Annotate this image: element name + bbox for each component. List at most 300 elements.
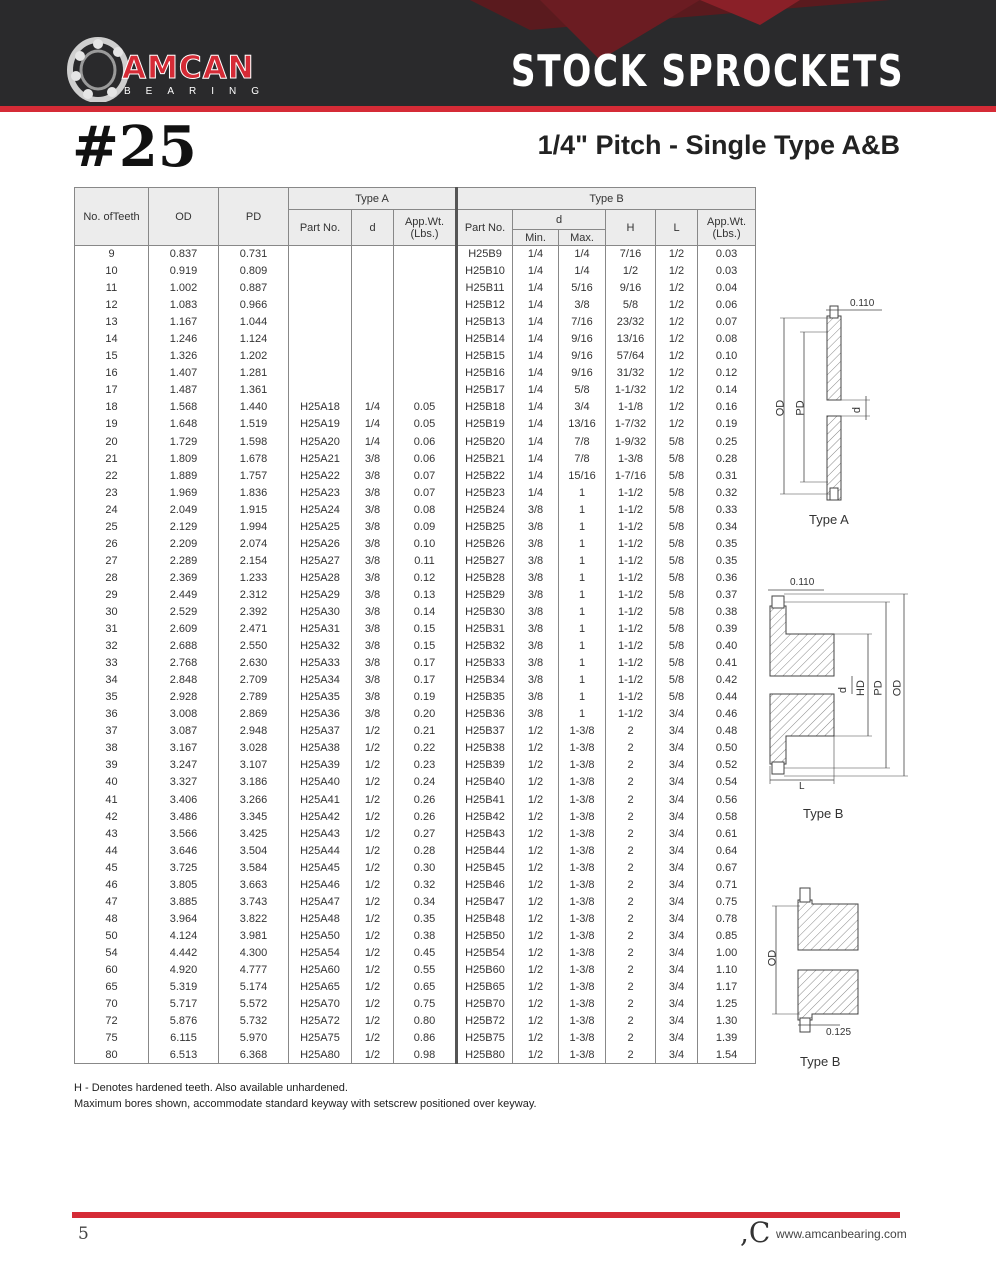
cell-b-part: H25B27 xyxy=(457,552,513,569)
cell-b-l: 5/8 xyxy=(656,467,698,484)
cell-b-h: 2 xyxy=(606,979,656,996)
cell-b-part: H25B48 xyxy=(457,910,513,927)
cell-pd: 2.948 xyxy=(219,723,289,740)
cell-pd: 1.440 xyxy=(219,399,289,416)
cell-b-wt: 0.06 xyxy=(698,297,756,314)
cell-b-dmin: 1/4 xyxy=(513,280,559,297)
cell-teeth: 48 xyxy=(75,910,149,927)
cell-b-l: 1/2 xyxy=(656,246,698,263)
spec-table-body xyxy=(75,246,756,1064)
cell-b-l: 3/4 xyxy=(656,859,698,876)
cell-b-part: H25B65 xyxy=(457,979,513,996)
cell-b-h: 1-1/2 xyxy=(606,621,656,638)
cell-b-dmin: 1/4 xyxy=(513,450,559,467)
cell-a-wt: 0.13 xyxy=(394,586,457,603)
table-row xyxy=(75,1013,756,1030)
chain-number-title: #25 xyxy=(72,114,197,180)
cell-b-h: 2 xyxy=(606,859,656,876)
cell-teeth: 38 xyxy=(75,740,149,757)
cell-pd: 1.519 xyxy=(219,416,289,433)
cell-a-wt: 0.86 xyxy=(394,1030,457,1047)
cell-a-wt: 0.07 xyxy=(394,467,457,484)
cell-teeth: 50 xyxy=(75,927,149,944)
table-row xyxy=(75,484,756,501)
cell-a-part xyxy=(289,280,352,297)
cell-b-h: 2 xyxy=(606,825,656,842)
cell-od: 5.876 xyxy=(149,1013,219,1030)
cell-a-d: 1/2 xyxy=(352,757,394,774)
cell-a-part: H25A27 xyxy=(289,552,352,569)
cell-pd: 2.312 xyxy=(219,586,289,603)
header-type-b: Type B xyxy=(457,188,756,210)
cell-b-h: 13/16 xyxy=(606,331,656,348)
cell-b-l: 3/4 xyxy=(656,723,698,740)
cell-b-wt: 0.85 xyxy=(698,927,756,944)
cell-a-d: 1/2 xyxy=(352,723,394,740)
cell-b-part: H25B12 xyxy=(457,297,513,314)
cell-a-part: H25A75 xyxy=(289,1030,352,1047)
cell-pd: 1.836 xyxy=(219,484,289,501)
cell-b-h: 5/8 xyxy=(606,297,656,314)
table-row xyxy=(75,314,756,331)
cell-b-part: H25B47 xyxy=(457,893,513,910)
cell-a-d: 1/2 xyxy=(352,808,394,825)
table-row xyxy=(75,280,756,297)
cell-od: 3.566 xyxy=(149,825,219,842)
cell-b-h: 9/16 xyxy=(606,280,656,297)
table-row xyxy=(75,467,756,484)
cell-a-d: 1/2 xyxy=(352,944,394,961)
cell-b-part: H25B19 xyxy=(457,416,513,433)
cell-b-h: 2 xyxy=(606,808,656,825)
table-row xyxy=(75,246,756,263)
table-row xyxy=(75,740,756,757)
cell-b-h: 31/32 xyxy=(606,365,656,382)
table-row xyxy=(75,399,756,416)
cell-pd: 2.550 xyxy=(219,638,289,655)
cell-b-wt: 0.78 xyxy=(698,910,756,927)
cell-a-d: 3/8 xyxy=(352,638,394,655)
cell-a-d: 3/8 xyxy=(352,552,394,569)
cell-b-dmax: 1-3/8 xyxy=(559,740,606,757)
cell-a-wt: 0.06 xyxy=(394,433,457,450)
cell-b-wt: 0.58 xyxy=(698,808,756,825)
cell-b-l: 3/4 xyxy=(656,774,698,791)
cell-pd: 3.425 xyxy=(219,825,289,842)
cell-b-l: 1/2 xyxy=(656,365,698,382)
cell-b-l: 3/4 xyxy=(656,842,698,859)
brand-name: AMCAN xyxy=(122,50,255,86)
cell-b-l: 3/4 xyxy=(656,740,698,757)
cell-pd: 0.966 xyxy=(219,297,289,314)
cell-b-dmin: 1/4 xyxy=(513,246,559,263)
cell-b-dmax: 9/16 xyxy=(559,365,606,382)
cell-b-wt: 0.39 xyxy=(698,621,756,638)
cell-a-wt: 0.06 xyxy=(394,450,457,467)
cell-b-l: 1/2 xyxy=(656,382,698,399)
cell-b-dmax: 1-3/8 xyxy=(559,791,606,808)
cell-b-part: H25B11 xyxy=(457,280,513,297)
cell-b-dmin: 3/8 xyxy=(513,518,559,535)
cell-teeth: 47 xyxy=(75,893,149,910)
cell-b-dmin: 3/8 xyxy=(513,569,559,586)
cell-b-dmin: 1/4 xyxy=(513,263,559,280)
cell-b-h: 1-1/2 xyxy=(606,552,656,569)
cell-od: 3.725 xyxy=(149,859,219,876)
cell-b-part: H25B35 xyxy=(457,689,513,706)
cell-teeth: 75 xyxy=(75,1030,149,1047)
cell-b-l: 3/4 xyxy=(656,910,698,927)
cell-b-wt: 0.42 xyxy=(698,672,756,689)
cell-b-wt: 1.54 xyxy=(698,1047,756,1064)
cell-a-d: 1/2 xyxy=(352,1047,394,1064)
cell-a-wt xyxy=(394,365,457,382)
cell-b-part: H25B36 xyxy=(457,706,513,723)
cell-teeth: 15 xyxy=(75,348,149,365)
cell-a-part xyxy=(289,263,352,280)
cell-pd: 2.709 xyxy=(219,672,289,689)
cell-pd: 1.678 xyxy=(219,450,289,467)
cell-b-l: 5/8 xyxy=(656,484,698,501)
cell-a-wt xyxy=(394,280,457,297)
cell-a-wt: 0.15 xyxy=(394,621,457,638)
cell-b-wt: 1.10 xyxy=(698,961,756,978)
cell-od: 4.124 xyxy=(149,927,219,944)
cell-a-d xyxy=(352,365,394,382)
cell-b-dmax: 5/16 xyxy=(559,280,606,297)
table-row xyxy=(75,365,756,382)
type-b-dim-top: 0.110 xyxy=(790,577,815,588)
cell-a-part: H25A41 xyxy=(289,791,352,808)
cell-pd: 1.233 xyxy=(219,569,289,586)
cell-b-l: 3/4 xyxy=(656,979,698,996)
cell-a-wt: 0.19 xyxy=(394,689,457,706)
header-od: OD xyxy=(149,188,219,246)
cell-a-wt xyxy=(394,263,457,280)
cell-b-l: 5/8 xyxy=(656,655,698,672)
cell-b-wt: 0.75 xyxy=(698,893,756,910)
header-a-weight-line2: (Lbs.) xyxy=(410,227,439,240)
type-b-alt-drawing xyxy=(770,880,870,1040)
cell-a-part: H25A50 xyxy=(289,927,352,944)
cell-teeth: 16 xyxy=(75,365,149,382)
cell-b-part: H25B9 xyxy=(457,246,513,263)
cell-a-part: H25A37 xyxy=(289,723,352,740)
cell-od: 2.289 xyxy=(149,552,219,569)
cell-b-l: 5/8 xyxy=(656,552,698,569)
cell-b-dmax: 1 xyxy=(559,484,606,501)
cell-b-dmax: 1-3/8 xyxy=(559,944,606,961)
cell-b-dmax: 13/16 xyxy=(559,416,606,433)
cell-b-h: 2 xyxy=(606,1047,656,1064)
table-row xyxy=(75,842,756,859)
cell-teeth: 39 xyxy=(75,757,149,774)
table-row xyxy=(75,382,756,399)
cell-a-d: 1/2 xyxy=(352,842,394,859)
cell-b-wt: 0.28 xyxy=(698,450,756,467)
type-b-caption: Type B xyxy=(803,806,844,821)
cell-b-part: H25B39 xyxy=(457,757,513,774)
cell-b-wt: 1.00 xyxy=(698,944,756,961)
cell-b-wt: 0.48 xyxy=(698,723,756,740)
cell-b-h: 1-7/32 xyxy=(606,416,656,433)
cell-a-wt: 0.11 xyxy=(394,552,457,569)
header-b-weight-line1: App.Wt. xyxy=(706,215,747,228)
cell-b-dmax: 1-3/8 xyxy=(559,825,606,842)
table-row xyxy=(75,518,756,535)
cell-b-dmax: 1-3/8 xyxy=(559,910,606,927)
table-row xyxy=(75,450,756,467)
cell-a-d: 3/8 xyxy=(352,655,394,672)
cell-b-part: H25B80 xyxy=(457,1047,513,1064)
table-row xyxy=(75,331,756,348)
cell-b-wt: 1.25 xyxy=(698,996,756,1013)
cell-b-wt: 0.64 xyxy=(698,842,756,859)
cell-b-dmax: 1-3/8 xyxy=(559,1030,606,1047)
cell-b-l: 5/8 xyxy=(656,586,698,603)
cell-a-part xyxy=(289,365,352,382)
sprocket-spec-table xyxy=(74,187,756,1064)
cell-b-dmin: 1/2 xyxy=(513,996,559,1013)
cell-b-h: 2 xyxy=(606,1013,656,1030)
cell-a-part: H25A25 xyxy=(289,518,352,535)
header-a-weight xyxy=(394,210,457,246)
cell-pd: 3.266 xyxy=(219,791,289,808)
cell-b-l: 3/4 xyxy=(656,808,698,825)
cell-a-d: 3/8 xyxy=(352,569,394,586)
cell-pd: 1.281 xyxy=(219,365,289,382)
cell-b-dmin: 1/2 xyxy=(513,1013,559,1030)
cell-b-dmin: 1/4 xyxy=(513,416,559,433)
cell-b-wt: 0.03 xyxy=(698,263,756,280)
cell-b-dmax: 15/16 xyxy=(559,467,606,484)
cell-b-h: 2 xyxy=(606,1030,656,1047)
cell-a-d: 3/8 xyxy=(352,518,394,535)
cell-a-part: H25A70 xyxy=(289,996,352,1013)
cell-a-d: 3/8 xyxy=(352,621,394,638)
cell-a-d xyxy=(352,382,394,399)
cell-a-part: H25A46 xyxy=(289,876,352,893)
cell-teeth: 23 xyxy=(75,484,149,501)
cell-b-dmin: 1/2 xyxy=(513,961,559,978)
type-a-caption: Type A xyxy=(809,512,849,527)
cell-a-d xyxy=(352,263,394,280)
cell-a-part: H25A35 xyxy=(289,689,352,706)
table-row xyxy=(75,757,756,774)
cell-b-dmin: 3/8 xyxy=(513,655,559,672)
cell-b-dmin: 3/8 xyxy=(513,501,559,518)
cell-a-wt: 0.20 xyxy=(394,706,457,723)
cell-b-l: 3/4 xyxy=(656,961,698,978)
cell-teeth: 33 xyxy=(75,655,149,672)
cell-teeth: 37 xyxy=(75,723,149,740)
cell-b-dmin: 1/2 xyxy=(513,859,559,876)
cell-b-dmax: 1 xyxy=(559,638,606,655)
header-a-weight-line1: App.Wt. xyxy=(404,215,445,228)
website-link[interactable]: www.amcanbearing.com xyxy=(776,1227,907,1241)
cell-teeth: 14 xyxy=(75,331,149,348)
cell-od: 4.920 xyxy=(149,961,219,978)
cell-od: 1.729 xyxy=(149,433,219,450)
table-row xyxy=(75,927,756,944)
cell-a-wt xyxy=(394,297,457,314)
cell-b-h: 1-1/2 xyxy=(606,706,656,723)
cell-b-dmin: 1/2 xyxy=(513,825,559,842)
cell-od: 3.327 xyxy=(149,774,219,791)
table-row xyxy=(75,501,756,518)
cell-b-h: 2 xyxy=(606,944,656,961)
header-type-a: Type A xyxy=(289,188,457,210)
cell-b-dmax: 1 xyxy=(559,672,606,689)
cell-b-l: 1/2 xyxy=(656,416,698,433)
cell-b-l: 3/4 xyxy=(656,791,698,808)
type-a-dim-top: 0.110 xyxy=(850,298,875,309)
cell-b-wt: 0.56 xyxy=(698,791,756,808)
cell-a-d xyxy=(352,331,394,348)
cell-b-wt: 0.14 xyxy=(698,382,756,399)
cell-b-l: 3/4 xyxy=(656,996,698,1013)
cell-b-part: H25B21 xyxy=(457,450,513,467)
cell-a-wt: 0.09 xyxy=(394,518,457,535)
cell-a-part: H25A21 xyxy=(289,450,352,467)
type-a-drawing xyxy=(770,296,890,506)
cell-a-part: H25A80 xyxy=(289,1047,352,1064)
cell-od: 2.609 xyxy=(149,621,219,638)
cell-a-wt: 0.26 xyxy=(394,791,457,808)
cell-teeth: 12 xyxy=(75,297,149,314)
cell-b-part: H25B34 xyxy=(457,672,513,689)
cell-a-wt xyxy=(394,314,457,331)
cell-b-dmin: 1/2 xyxy=(513,808,559,825)
cell-b-h: 2 xyxy=(606,996,656,1013)
cell-b-part: H25B18 xyxy=(457,399,513,416)
cell-b-l: 3/4 xyxy=(656,893,698,910)
cell-b-h: 1-1/2 xyxy=(606,501,656,518)
cell-b-wt: 0.31 xyxy=(698,467,756,484)
cell-b-part: H25B32 xyxy=(457,638,513,655)
cell-b-l: 1/2 xyxy=(656,263,698,280)
cell-b-part: H25B31 xyxy=(457,621,513,638)
cell-od: 2.049 xyxy=(149,501,219,518)
cell-b-wt: 0.12 xyxy=(698,365,756,382)
cell-b-h: 1-1/2 xyxy=(606,638,656,655)
table-row xyxy=(75,910,756,927)
cell-b-dmin: 3/8 xyxy=(513,672,559,689)
table-row xyxy=(75,535,756,552)
cell-b-l: 3/4 xyxy=(656,1030,698,1047)
cell-a-d: 1/2 xyxy=(352,910,394,927)
cell-a-d: 1/2 xyxy=(352,1013,394,1030)
cell-b-dmin: 1/2 xyxy=(513,1047,559,1064)
cell-teeth: 34 xyxy=(75,672,149,689)
cell-b-dmin: 3/8 xyxy=(513,621,559,638)
cell-a-wt: 0.08 xyxy=(394,501,457,518)
cell-b-l: 3/4 xyxy=(656,876,698,893)
cell-b-dmin: 3/8 xyxy=(513,535,559,552)
brand-subtitle: BEARING xyxy=(124,86,275,97)
cell-a-wt: 0.17 xyxy=(394,655,457,672)
cell-pd: 3.743 xyxy=(219,893,289,910)
cell-b-wt: 0.35 xyxy=(698,535,756,552)
cell-b-wt: 0.10 xyxy=(698,348,756,365)
cell-a-d: 1/2 xyxy=(352,961,394,978)
cell-od: 2.449 xyxy=(149,586,219,603)
cell-b-dmax: 1 xyxy=(559,569,606,586)
table-row xyxy=(75,961,756,978)
cell-teeth: 13 xyxy=(75,314,149,331)
cell-a-wt: 0.30 xyxy=(394,859,457,876)
cell-pd: 3.822 xyxy=(219,910,289,927)
cell-b-dmax: 1/4 xyxy=(559,246,606,263)
cell-b-dmin: 1/4 xyxy=(513,433,559,450)
cell-b-l: 5/8 xyxy=(656,569,698,586)
cell-teeth: 44 xyxy=(75,842,149,859)
header-b-max: Max. xyxy=(559,230,606,246)
table-row xyxy=(75,603,756,620)
cell-b-dmax: 1/4 xyxy=(559,263,606,280)
cell-a-wt: 0.38 xyxy=(394,927,457,944)
cell-od: 3.167 xyxy=(149,740,219,757)
cell-b-dmax: 1-3/8 xyxy=(559,774,606,791)
cell-b-h: 1-1/2 xyxy=(606,569,656,586)
cell-b-h: 7/16 xyxy=(606,246,656,263)
cell-b-l: 3/4 xyxy=(656,1013,698,1030)
cell-od: 3.406 xyxy=(149,791,219,808)
cell-pd: 3.028 xyxy=(219,740,289,757)
cell-b-wt: 0.03 xyxy=(698,246,756,263)
cell-teeth: 11 xyxy=(75,280,149,297)
cell-b-dmax: 1-3/8 xyxy=(559,893,606,910)
cell-teeth: 45 xyxy=(75,859,149,876)
cell-b-l: 3/4 xyxy=(656,706,698,723)
cell-a-d xyxy=(352,314,394,331)
cell-pd: 0.887 xyxy=(219,280,289,297)
cell-od: 2.529 xyxy=(149,603,219,620)
table-row xyxy=(75,689,756,706)
cell-b-wt: 0.46 xyxy=(698,706,756,723)
cell-od: 0.919 xyxy=(149,263,219,280)
cell-a-d: 3/8 xyxy=(352,501,394,518)
cell-a-part: H25A44 xyxy=(289,842,352,859)
cell-a-part: H25A24 xyxy=(289,501,352,518)
cell-a-part: H25A42 xyxy=(289,808,352,825)
type-a-label-od: OD xyxy=(774,399,787,417)
cell-b-dmin: 1/2 xyxy=(513,893,559,910)
cell-b-dmax: 1-3/8 xyxy=(559,876,606,893)
table-row xyxy=(75,944,756,961)
cell-b-wt: 0.07 xyxy=(698,314,756,331)
cell-b-dmin: 1/4 xyxy=(513,297,559,314)
cell-a-part xyxy=(289,314,352,331)
cell-b-wt: 0.34 xyxy=(698,518,756,535)
cell-od: 1.083 xyxy=(149,297,219,314)
cell-od: 4.442 xyxy=(149,944,219,961)
cell-b-l: 5/8 xyxy=(656,621,698,638)
cell-b-part: H25B29 xyxy=(457,586,513,603)
cell-pd: 5.970 xyxy=(219,1030,289,1047)
cell-b-l: 3/4 xyxy=(656,1047,698,1064)
cell-pd: 1.044 xyxy=(219,314,289,331)
cell-a-d: 1/2 xyxy=(352,1030,394,1047)
cell-b-wt: 0.50 xyxy=(698,740,756,757)
cell-teeth: 22 xyxy=(75,467,149,484)
cell-pd: 4.300 xyxy=(219,944,289,961)
cell-a-wt: 0.05 xyxy=(394,416,457,433)
cell-a-part: H25A48 xyxy=(289,910,352,927)
cell-od: 2.369 xyxy=(149,569,219,586)
cell-b-dmax: 1 xyxy=(559,603,606,620)
type-b-alt-caption: Type B xyxy=(800,1054,841,1069)
